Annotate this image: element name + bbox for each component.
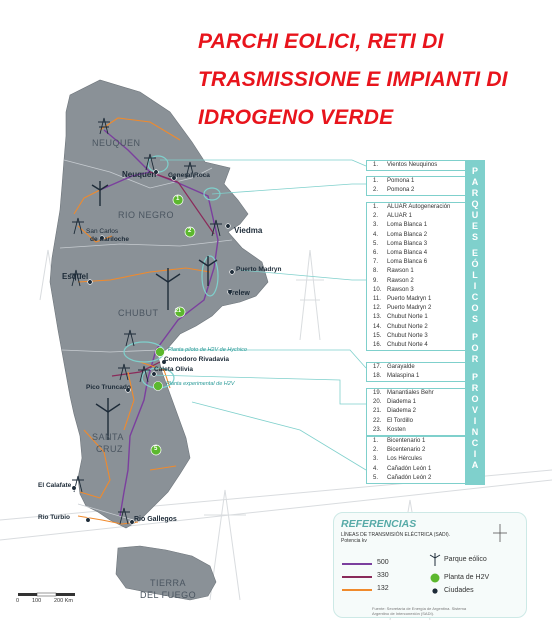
park-list-item: 6. Loma Blanca 4 (373, 250, 428, 257)
park-list-item: 1. Bicentenario 1 (373, 438, 426, 444)
sidebar-letter: Q (471, 199, 479, 209)
sidebar-letter: N (471, 427, 479, 437)
city-legend-icon (432, 588, 438, 594)
compass-icon (490, 523, 510, 543)
park-list-item: 13. Chubut Norte 1 (373, 314, 428, 321)
parks-group-neuquen (366, 160, 468, 171)
sidebar-letter: I (473, 416, 477, 426)
legend-line-132-label: 132 (377, 585, 389, 592)
sidebar-letter: E (471, 221, 478, 231)
parks-group-chubut-2 (366, 362, 468, 382)
park-list-item: 22. El Tordillo (373, 417, 413, 424)
title-line-3: IDROGENO VERDE (198, 106, 394, 129)
city-pico-truncado: Pico Truncado (86, 384, 131, 391)
title-line-2: TRASMISSIONE E IMPIANTI DI (198, 68, 508, 91)
sidebar-letter: R (471, 383, 479, 393)
scale-bar (18, 593, 75, 596)
city-caleta-olivia: Caleta Olivia (154, 366, 194, 373)
legend-symbols (428, 553, 442, 605)
park-list-item: 14. Chubut Norte 2 (373, 323, 428, 330)
province-santa-cruz-line-2: CRUZ (96, 444, 123, 454)
sidebar-letter: P (471, 166, 478, 176)
city-puerto-madryn: Puerto Madryn (236, 266, 282, 273)
sidebar-letter: O (471, 303, 479, 313)
legend-h2v-plant-label: Planta de H2V (444, 574, 490, 581)
park-marker-label: 5 (154, 446, 158, 452)
legend-wind-park-label: Parque eólico (444, 556, 487, 563)
park-list-item: 5. Loma Blanca 3 (373, 240, 428, 247)
park-list-item: 9. Rawson 2 (373, 277, 414, 284)
parks-group-santa-cruz (366, 436, 468, 484)
city-general-roca: General Roca (168, 172, 210, 179)
sidebar-letter: A (471, 460, 479, 470)
sidebar-letter: Ó (471, 259, 479, 269)
park-marker-label: 2 (188, 228, 192, 234)
park-list-item: 21. Diadema 2 (373, 408, 417, 415)
park-list-item: 12. Puerto Madryn 2 (373, 305, 432, 312)
city-comodoro-rivadavia: Comodoro Rivadavia (164, 356, 230, 363)
legend-source-note: Fuente: Secretaría de Energía de Argentina. Sistema Argentino de Interconexión (SADI). (372, 606, 467, 616)
parks-group-rio-negro (366, 176, 468, 196)
province-neuquen: NEUQUEN (92, 138, 141, 148)
parks-by-province-sidebar (465, 160, 485, 485)
legend-box (333, 512, 527, 618)
city-esquel: Esquel (62, 272, 89, 281)
park-list-item: 23. Kosten (373, 426, 406, 433)
park-list-item: 19. Manantiales Behr (373, 390, 434, 396)
park-list-item: 7. Loma Blanca 6 (373, 259, 428, 266)
scale-label-0: 0 (16, 598, 20, 604)
title-line-1: PARCHI EOLICI, RETI DI (198, 30, 444, 53)
park-list-item: 8. Rawson 1 (373, 268, 414, 275)
sidebar-letter: E (471, 248, 478, 258)
province-chubut: CHUBUT (118, 308, 159, 318)
legend-line-500-label: 500 (377, 559, 389, 566)
park-list-item: 2. Bicentenario 2 (373, 447, 426, 454)
city-rio-turbio: Rio Turbio (38, 514, 71, 521)
city-neuquen: Neuquén (122, 170, 157, 179)
legend-line-132-swatch (342, 589, 372, 591)
city-bariloche-line-2: de Bariloche (90, 236, 130, 243)
sidebar-letter: S (471, 232, 478, 242)
sidebar-letter: S (471, 314, 478, 324)
province-santa-cruz-line-1: SANTA (92, 432, 124, 442)
h2v-plant-label-experimental: Planta experimental de H2V (166, 381, 235, 387)
sidebar-letter: R (471, 188, 479, 198)
park-list-item: 10. Rawson 3 (373, 286, 414, 293)
h2v-legend-icon (431, 574, 440, 583)
park-list-item: 3. Loma Blanca 1 (373, 222, 428, 229)
sidebar-letter: L (472, 270, 478, 280)
legend-line-500-swatch (342, 563, 372, 565)
sidebar-letter: I (473, 281, 477, 291)
sidebar-letter: C (471, 292, 479, 302)
sidebar-letter: O (471, 343, 479, 353)
city-rio-gallegos: Rio Gallegos (134, 516, 177, 523)
park-list-item: 4. Cañadón León 1 (373, 465, 432, 472)
legend-line-330-swatch (342, 576, 372, 578)
province-tierra-del-fuego-line-1: TIERRA (150, 578, 187, 588)
legend-line-330-label: 330 (377, 572, 389, 579)
sidebar-letter: P (471, 332, 478, 342)
legend-cities-label: Ciudades (444, 587, 474, 594)
parks-group-chubut-3 (366, 388, 468, 436)
park-list-item: 18. Malaspina 1 (373, 373, 420, 380)
park-list-item: 20. Diadema 1 (373, 399, 417, 406)
sidebar-letter: R (471, 354, 479, 364)
park-list-item: 15. Chubut Norte 3 (373, 332, 428, 339)
scale-label-200: 200 Km (54, 598, 73, 604)
sidebar-letter: I (473, 449, 477, 459)
sidebar-letter: O (471, 394, 479, 404)
province-rio-negro: RIO NEGRO (118, 210, 175, 220)
city-trelew: Trelew (228, 290, 250, 297)
sidebar-letter: C (471, 438, 479, 448)
sidebar-letter: A (471, 177, 479, 187)
park-list-item: 1. ALUAR Autogeneración (373, 204, 451, 210)
parks-group-chubut (366, 202, 468, 351)
park-list-item: 16. Chubut Norte 4 (373, 342, 428, 349)
province-tierra-del-fuego-line-2: DEL FUEGO (140, 590, 197, 600)
park-list-item: 2. Pomona 2 (373, 187, 415, 194)
legend-subtitle: LÍNEAS DE TRANSMISIÓN ELÉCTRICA (SADI). Potencia kv (341, 532, 451, 544)
land-mainland (50, 80, 268, 528)
sidebar-letter: V (471, 405, 478, 415)
park-list-item: 1. Pomona 1 (373, 178, 415, 184)
park-marker-label: 1 (176, 196, 180, 202)
city-el-calafate: El Calafate (38, 482, 72, 489)
park-list-item: 4. Loma Blanca 2 (373, 231, 428, 238)
wind-turbine-legend-icon (430, 553, 440, 566)
park-list-item: 17. Garayalde (373, 364, 415, 370)
park-list-item: 3. Los Hércules (373, 456, 423, 463)
park-list-item: 5. Cañadón León 2 (373, 474, 432, 481)
sidebar-letter: P (471, 372, 478, 382)
park-marker-label: 21 (175, 308, 182, 314)
h2v-plant-label-hychico: Planta piloto de H2V de Hychico (168, 347, 247, 353)
park-list-item: 1. Vientos Neuquinos (373, 162, 438, 168)
scale-label-100: 100 (32, 598, 42, 604)
sidebar-letter: U (471, 210, 479, 220)
park-list-item: 11. Puerto Madryn 1 (373, 296, 432, 303)
city-bariloche-line-1: San Carlos (86, 228, 119, 235)
city-viedma: Viedma (234, 226, 263, 235)
legend-title: REFERENCIAS (341, 518, 417, 530)
park-list-item: 2. ALUAR 1 (373, 213, 413, 220)
